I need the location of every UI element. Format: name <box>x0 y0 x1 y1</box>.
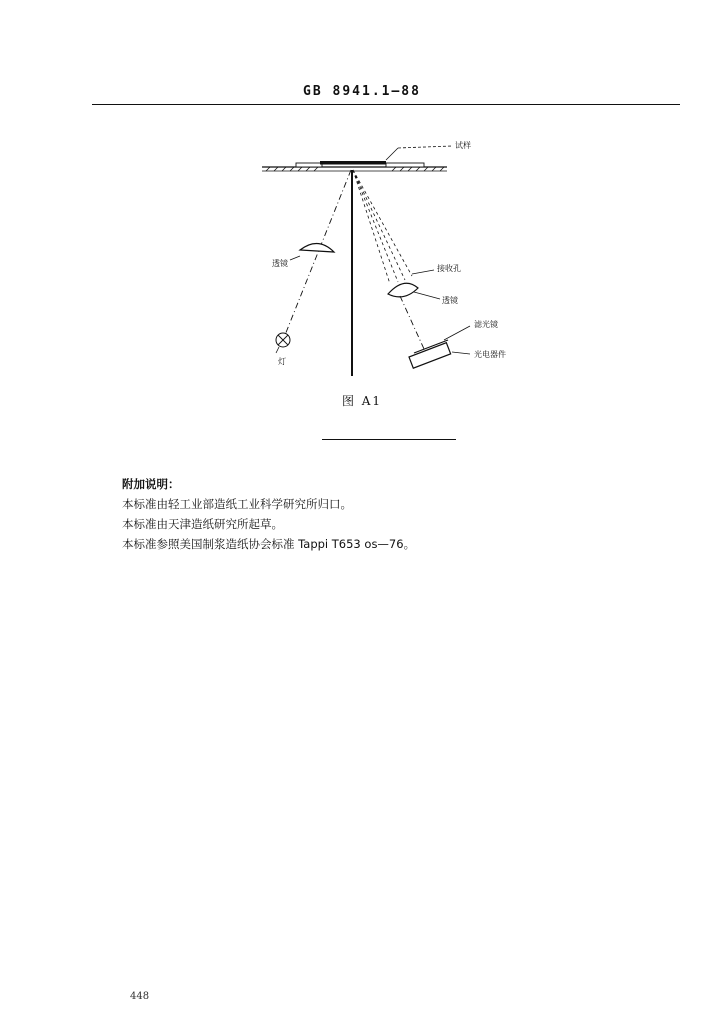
header-rule <box>92 104 680 105</box>
notes-line: 本标准由轻工业部造纸工业科学研究所归口。 <box>122 497 352 511</box>
standard-code: GB 8941.1—88 <box>303 84 421 99</box>
separator-rule <box>322 439 456 440</box>
additional-notes <box>122 474 642 554</box>
sample <box>320 161 386 165</box>
reflected-cone <box>353 170 412 284</box>
incident-beam <box>283 170 351 340</box>
label-lamp: 灯 <box>278 357 286 366</box>
figure-caption: 图 A1 <box>341 394 383 408</box>
label-lens-left: 透镜 <box>272 259 288 268</box>
notes-line: 本标准由天津造纸研究所起草。 <box>122 517 283 531</box>
lens-left <box>300 243 334 252</box>
label-lens-right: 透镜 <box>442 296 458 305</box>
lamp-icon <box>276 333 290 347</box>
figure-a1-diagram <box>240 125 540 387</box>
label-filter: 滤光镜 <box>474 320 498 329</box>
lens-right <box>388 283 418 297</box>
page-number: 448 <box>130 991 150 1002</box>
label-photocell: 光电器件 <box>474 350 506 359</box>
notes-title: 附加说明： <box>122 477 180 491</box>
notes-line: 本标准参照美国制浆造纸协会标准 Tappi T653 os—76。 <box>122 537 416 551</box>
label-sample: 试样 <box>455 141 471 150</box>
label-receiving-aperture: 接收孔 <box>437 264 461 273</box>
